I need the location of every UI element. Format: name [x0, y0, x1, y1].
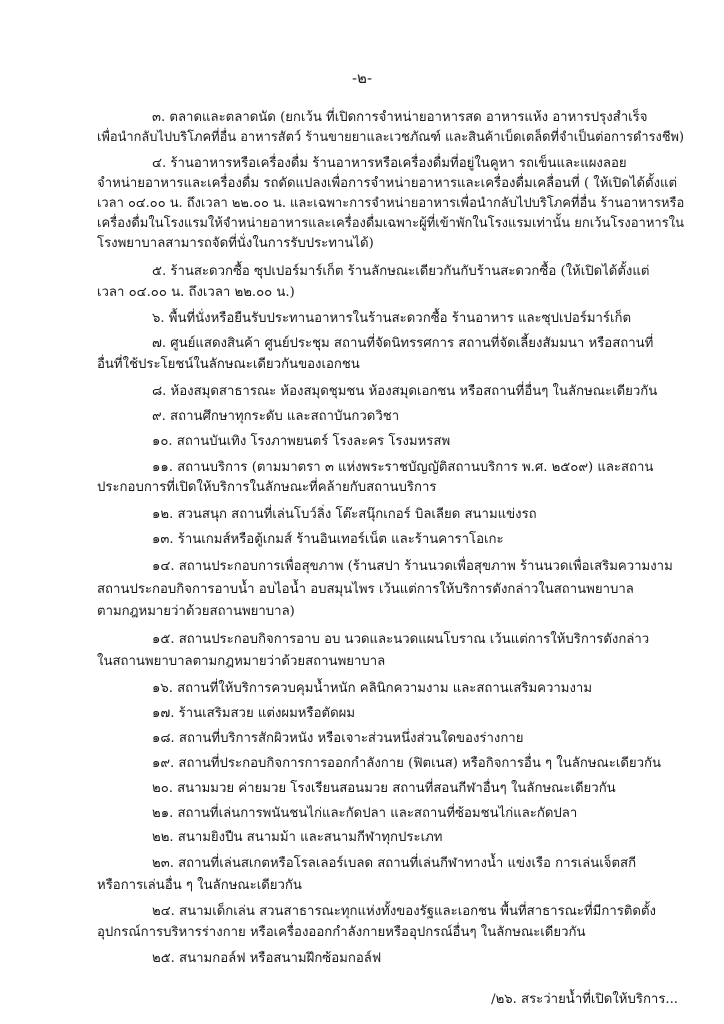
- item-12: ๑๒. สวนสนุก สถานที่เล่นโบว์ลิ่ง โต๊ะสนุ๊กเกอร์ บิลเลียด สนามแข่งรถ: [152, 507, 537, 522]
- item-4-line-5: โรงพยาบาลสามารถจัดที่นั่งในการรับประทานได้): [97, 236, 374, 251]
- item-3-line-2: เพื่อนำกลับไปบริโภคที่อื่น อาหารสัตว์ ร้านขายยาและเวชภัณฑ์ และสินค้าเบ็ดเตล็ดที่จำเป็นต่อการดำรงชีพ): [97, 130, 685, 145]
- item-6: ๖. พื้นที่นั่งหรือยืนรับประทานอาหารในร้านสะดวกซื้อ ร้านอาหาร และซุปเปอร์มาร์เก็ต: [152, 311, 632, 326]
- item-22: ๒๒. สนามยิงปืน สนามม้า และสนามกีฬาทุกประเภท: [152, 830, 443, 845]
- item-9: ๙. สถานศึกษาทุกระดับ และสถาบันกวดวิชา: [152, 409, 400, 424]
- item-5-line-2: เวลา ๐๔.๐๐ น. ถึงเวลา ๒๒.๐๐ น.): [97, 285, 295, 300]
- item-21: ๒๑. สถานที่เล่นการพนันชนไก่และกัดปลา และสถานที่ซ้อมชนไก่และกัดปลา: [152, 806, 578, 821]
- item-15-line-2: ในสถานพยาบาลตามกฎหมายว่าด้วยสถานพยาบาล: [97, 654, 386, 669]
- item-3-line-1: ๓. ตลาดและตลาดนัด (ยกเว้น ที่เปิดการจำหน่ายอาหารสด อาหารแห้ง อาหารปรุงสำเร็จ: [152, 110, 648, 125]
- item-19: ๑๙. สถานที่ประกอบกิจการการออกกำลังกาย (ฟิตเนส) หรือกิจการอื่น ๆ ในลักษณะเดียวกัน: [152, 756, 662, 771]
- page-number: -๒-: [351, 69, 373, 87]
- item-11-line-1: ๑๑. สถานบริการ (ตามมาตรา ๓ แห่งพระราชบัญญัติสถานบริการ พ.ศ. ๒๕๐๙) และสถาน: [152, 460, 654, 475]
- item-4-line-2: จำหน่ายอาหารและเครื่องดื่ม รถดัดแปลงเพื่อการจำหน่ายอาหารและเครื่องดื่มเคลื่อนที่ ( ให้เปิดได้ตั้งแต่: [97, 176, 678, 191]
- item-23-line-2: หรือการเล่นอื่น ๆ ในลักษณะเดียวกัน: [97, 878, 302, 893]
- item-10: ๑๐. สถานบันเทิง โรงภาพยนตร์ โรงละคร โรงมหรสพ: [152, 434, 451, 449]
- item-7-line-1: ๗. ศูนย์แสดงสินค้า ศูนย์ประชุม สถานที่จัดนิทรรศการ สถานที่จัดเลี้ยงสัมมนา หรือสถานที่: [152, 336, 654, 351]
- continuation-note: /๒๖. สระว่ายน้ำที่เปิดให้บริการ...: [491, 992, 678, 1007]
- item-4-line-4: เครื่องดื่มในโรงแรมให้จำหน่ายอาหารและเครื่องดื่มเฉพาะผู้ที่เข้าพักในโรงแรมเท่านั้น ยกเว้นโรงอาหารใน: [97, 216, 684, 231]
- item-18: ๑๘. สถานที่บริการสักผิวหนัง หรือเจาะส่วนหนึ่งส่วนใดของร่างกาย: [152, 731, 524, 746]
- item-20: ๒๐. สนามมวย ค่ายมวย โรงเรียนสอนมวย สถานที่สอนกีฬาอื่นๆ ในลักษณะเดียวกัน: [152, 781, 616, 796]
- item-4-line-1: ๔. ร้านอาหารหรือเครื่องดื่ม ร้านอาหารหรือเครื่องดื่มที่อยู่ในคูหา รถเข็นและแผงลอย: [152, 156, 627, 171]
- item-16: ๑๖. สถานที่ให้บริการควบคุมน้ำหนัก คลินิกความงาม และสถานเสริมความงาม: [152, 681, 593, 696]
- item-14-line-3: ตามกฎหมายว่าด้วยสถานพยาบาล): [97, 604, 295, 619]
- item-14-line-2: สถานประกอบกิจการอาบน้ำ อบไอน้ำ อบสมุนไพร เว้นแต่การให้บริการดังกล่าวในสถานพยาบาล: [97, 582, 634, 597]
- item-5-line-1: ๕. ร้านสะดวกซื้อ ซุปเปอร์มาร์เก็ต ร้านลักษณะเดียวกันกับร้านสะดวกซื้อ (ให้เปิดได้ตั้งแต่: [152, 264, 650, 279]
- item-25: ๒๕. สนามกอล์ฟ หรือสนามฝึกซ้อมกอล์ฟ: [152, 951, 382, 966]
- item-23-line-1: ๒๓. สถานที่เล่นสเกตหรือโรลเลอร์เบลด สถานที่เล่นกีฬาทางน้ำ แข่งเรือ การเล่นเจ็ตสกี: [152, 856, 637, 871]
- item-24-line-1: ๒๔. สนามเด็กเล่น สวนสาธารณะทุกแห่งทั้งของรัฐและเอกชน พื้นที่สาธารณะที่มีการติดตั้ง: [152, 904, 656, 919]
- item-24-line-2: อุปกรณ์การบริหารร่างกาย หรือเครื่องออกกำลังกายหรืออุปกรณ์อื่นๆ ในลักษณะเดียวกัน: [97, 925, 586, 940]
- item-7-line-2: อื่นที่ใช้ประโยชน์ในลักษณะเดียวกันของเอกชน: [97, 357, 360, 372]
- item-17: ๑๗. ร้านเสริมสวย แต่งผมหรือตัดผม: [152, 706, 356, 721]
- item-8: ๘. ห้องสมุดสาธารณะ ห้องสมุดชุมชน ห้องสมุดเอกชน หรือสถานที่อื่นๆ ในลักษณะเดียวกัน: [152, 384, 658, 399]
- item-13: ๑๓. ร้านเกมส์หรือตู้เกมส์ ร้านอินเทอร์เน็ต และร้านคาราโอเกะ: [152, 532, 504, 547]
- item-14-line-1: ๑๔. สถานประกอบการเพื่อสุขภาพ (ร้านสปา ร้านนวดเพื่อสุขภาพ ร้านนวดเพื่อเสริมความงาม: [152, 559, 673, 574]
- item-15-line-1: ๑๕. สถานประกอบกิจการอาบ อบ นวดและนวดแผนโบราณ เว้นแต่การให้บริการดังกล่าว: [152, 632, 650, 647]
- item-4-line-3: เวลา ๐๔.๐๐ น. ถึงเวลา ๒๒.๐๐ น. และเฉพาะการจำหน่ายอาหารเพื่อนำกลับไปบริโภคที่อื่น ร้านอาหารหรือ: [97, 196, 685, 211]
- item-11-line-2: ประกอบการที่เปิดให้บริการในลักษณะที่คล้ายกับสถานบริการ: [97, 480, 437, 495]
